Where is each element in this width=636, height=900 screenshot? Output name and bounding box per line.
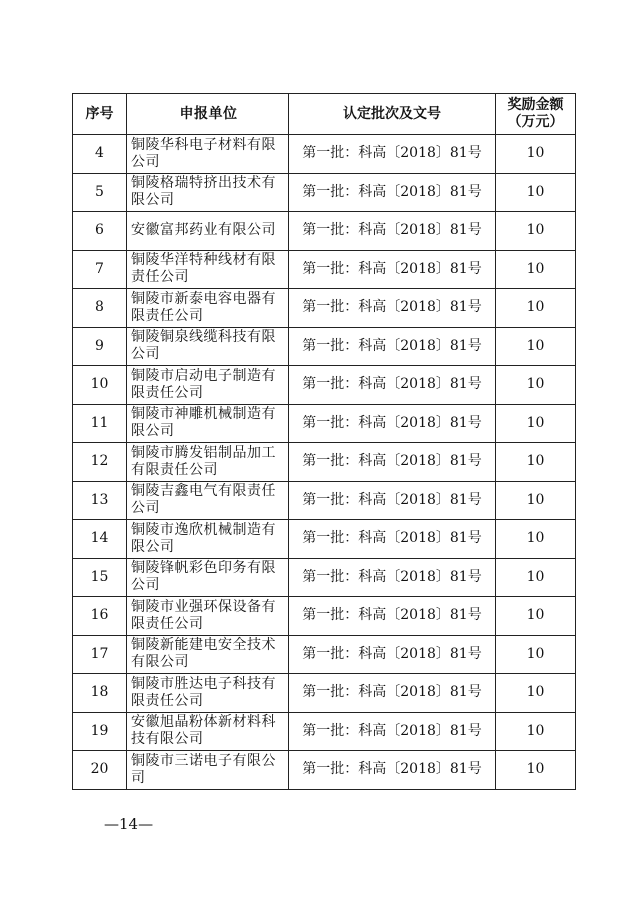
row-unit: 铜陵市神雕机械制造有限公司 — [127, 404, 289, 443]
row-amount: 10 — [496, 712, 576, 751]
row-index: 7 — [73, 250, 127, 289]
row-unit: 铜陵市逸欣机械制造有限公司 — [127, 520, 289, 559]
row-amount: 10 — [496, 558, 576, 597]
row-amount: 10 — [496, 481, 576, 520]
header-amount: 奖励金额（万元） — [496, 94, 576, 135]
row-index: 15 — [73, 558, 127, 597]
row-doc: 第一批：科高〔2018〕81号 — [289, 674, 496, 713]
table-row — [73, 520, 576, 559]
row-index: 19 — [73, 712, 127, 751]
table-body — [73, 135, 576, 790]
table-row — [73, 135, 576, 174]
row-amount: 10 — [496, 635, 576, 674]
row-amount: 10 — [496, 674, 576, 713]
row-doc: 第一批：科高〔2018〕81号 — [289, 520, 496, 559]
row-doc: 第一批：科高〔2018〕81号 — [289, 327, 496, 366]
row-unit: 铜陵新能建电安全技术有限公司 — [127, 635, 289, 674]
row-unit: 铜陵吉鑫电气有限责任公司 — [127, 481, 289, 520]
row-index: 10 — [73, 366, 127, 405]
row-index: 8 — [73, 289, 127, 328]
row-amount: 10 — [496, 173, 576, 212]
row-index: 16 — [73, 597, 127, 636]
row-doc: 第一批：科高〔2018〕81号 — [289, 597, 496, 636]
row-doc: 第一批：科高〔2018〕81号 — [289, 712, 496, 751]
row-index: 17 — [73, 635, 127, 674]
row-doc: 第一批：科高〔2018〕81号 — [289, 212, 496, 251]
row-unit: 安徽旭晶粉体新材料科技有限公司 — [127, 712, 289, 751]
row-index: 18 — [73, 674, 127, 713]
row-doc: 第一批：科高〔2018〕81号 — [289, 481, 496, 520]
row-amount: 10 — [496, 751, 576, 790]
row-unit: 铜陵市启动电子制造有限责任公司 — [127, 366, 289, 405]
page-number: —14— — [104, 815, 154, 833]
row-amount: 10 — [496, 250, 576, 289]
table-row — [73, 327, 576, 366]
row-index: 20 — [73, 751, 127, 790]
table-row — [73, 635, 576, 674]
row-amount: 10 — [496, 289, 576, 328]
table-row — [73, 597, 576, 636]
table-row — [73, 558, 576, 597]
row-unit: 铜陵华科电子材料有限公司 — [127, 135, 289, 174]
row-doc: 第一批：科高〔2018〕81号 — [289, 404, 496, 443]
row-index: 14 — [73, 520, 127, 559]
table-header-row — [73, 94, 576, 135]
table-row — [73, 250, 576, 289]
row-doc: 第一批：科高〔2018〕81号 — [289, 558, 496, 597]
header-doc: 认定批次及文号 — [289, 94, 496, 135]
row-amount: 10 — [496, 135, 576, 174]
row-doc: 第一批：科高〔2018〕81号 — [289, 366, 496, 405]
row-unit: 铜陵市三诺电子有限公司 — [127, 751, 289, 790]
row-amount: 10 — [496, 212, 576, 251]
row-doc: 第一批：科高〔2018〕81号 — [289, 751, 496, 790]
row-unit: 铜陵铜泉线缆科技有限公司 — [127, 327, 289, 366]
table-row — [73, 443, 576, 482]
table-row — [73, 404, 576, 443]
row-unit: 铜陵华洋特种线材有限责任公司 — [127, 250, 289, 289]
row-amount: 10 — [496, 366, 576, 405]
header-unit: 申报单位 — [127, 94, 289, 135]
row-amount: 10 — [496, 327, 576, 366]
table-row — [73, 173, 576, 212]
table-row — [73, 289, 576, 328]
row-unit: 安徽富邦药业有限公司 — [127, 212, 289, 251]
row-doc: 第一批：科高〔2018〕81号 — [289, 443, 496, 482]
row-doc: 第一批：科高〔2018〕81号 — [289, 635, 496, 674]
table-row — [73, 712, 576, 751]
row-amount: 10 — [496, 520, 576, 559]
row-unit: 铜陵市业强环保设备有限责任公司 — [127, 597, 289, 636]
row-index: 4 — [73, 135, 127, 174]
row-amount: 10 — [496, 443, 576, 482]
row-amount: 10 — [496, 597, 576, 636]
row-doc: 第一批：科高〔2018〕81号 — [289, 173, 496, 212]
row-unit: 铜陵市腾发铝制品加工有限责任公司 — [127, 443, 289, 482]
row-index: 5 — [73, 173, 127, 212]
row-doc: 第一批：科高〔2018〕81号 — [289, 289, 496, 328]
row-doc: 第一批：科高〔2018〕81号 — [289, 250, 496, 289]
table-row — [73, 366, 576, 405]
header-index: 序号 — [73, 94, 127, 135]
table-row — [73, 674, 576, 713]
table-row — [73, 481, 576, 520]
row-amount: 10 — [496, 404, 576, 443]
row-unit: 铜陵锋帆彩色印务有限公司 — [127, 558, 289, 597]
row-unit: 铜陵市胜达电子科技有限责任公司 — [127, 674, 289, 713]
row-index: 11 — [73, 404, 127, 443]
row-index: 13 — [73, 481, 127, 520]
row-doc: 第一批：科高〔2018〕81号 — [289, 135, 496, 174]
row-index: 12 — [73, 443, 127, 482]
row-index: 6 — [73, 212, 127, 251]
row-index: 9 — [73, 327, 127, 366]
table-row — [73, 751, 576, 790]
row-unit: 铜陵市新泰电容电器有限责任公司 — [127, 289, 289, 328]
table-row — [73, 212, 576, 251]
award-table — [72, 93, 576, 790]
row-unit: 铜陵格瑞特挤出技术有限公司 — [127, 173, 289, 212]
